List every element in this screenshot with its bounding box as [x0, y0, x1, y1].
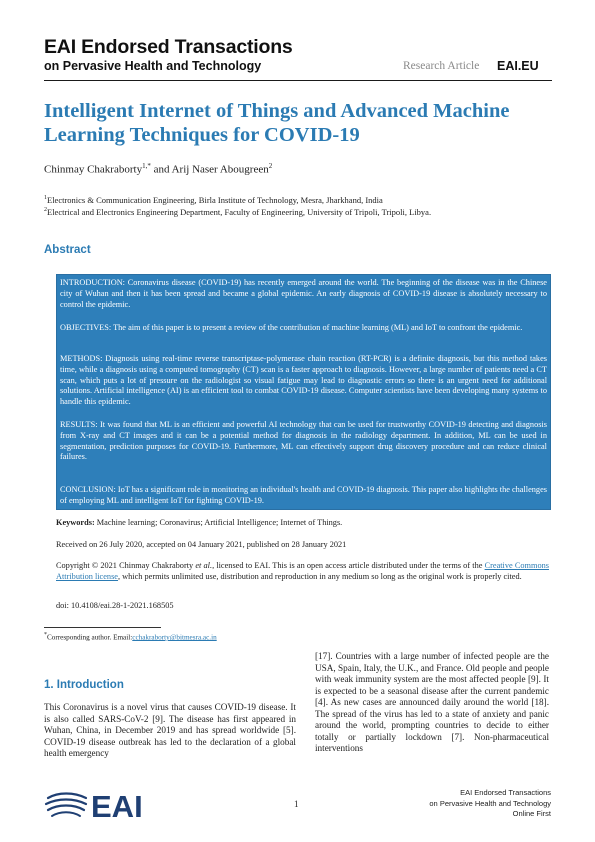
abstract-methods: METHODS: Diagnosis using real-time reverse transcriptase-polymerase chain reaction (RT-PCR) is a definite diagnosis, but this method takes time, while a diagnosis using a computed tomography (CT) scan is a faster approach to diagnosis. However, a large number of patients need a CT scan, which puts a lot of pressure on the radiologist so visual fatigue may lead to diagnostic errors so there is an urgent need for additional solutions. Artificial intelligence (AI) is an efficient tool to combat COVID-19 disease. Computer scientists have been developing many systems to handle this epidemic.: [60, 354, 547, 407]
journal-subtitle: on Pervasive Health and Technology: [44, 59, 262, 73]
abstract-objectives: OBJECTIVES: The aim of this paper is to present a review of the contribution of machine learning (ML) and IoT to confront the epidemic.: [60, 323, 523, 332]
affiliation-1: [44, 195, 383, 205]
copyright-notice: [56, 560, 549, 583]
keywords-label: Keywords:: [56, 518, 95, 527]
keywords: [56, 518, 342, 527]
author-line: [44, 162, 272, 176]
license-link[interactable]: Creative Commons Attribution license: [56, 561, 549, 582]
journal-title: EAI Endorsed Transactions: [44, 36, 293, 58]
footnote-email[interactable]: cchakraborty@bitmesra.ac.in: [132, 633, 217, 642]
footer-line-2: on Pervasive Health and Technology: [429, 798, 551, 808]
page-number: 1: [294, 799, 299, 809]
body-left-column: This Coronavirus is a novel virus that causes COVID-19 disease. It is also called SARS-CoV-2 [9]. The disease has first appeared in Wuhan, China, in December 2019 and has spread worldwide [5]. COVID-19 disease outbreak has led to the declaration of a global health emergency: [44, 702, 296, 758]
abstract-results: RESULTS: It was found that ML is an efficient and powerful AI technology that can be used for trustworthy COVID-19 detecting and diagnosis from X-ray and CT images and it can be a potential method for diagnosis in the radiology department. In addition, ML can be used in segmentation, prediction purposes for COVID-19. Furthermore, ML can effectively support drug discovery procedure and can reduce clinical failures.: [60, 420, 547, 462]
copyright-post: , which permits unlimited use, distribution and reproduction in any medium so long as the original work is properly cited.: [117, 572, 522, 582]
affiliation-2-num: 2: [44, 207, 47, 214]
footnote-text: Corresponding author. Email:: [47, 633, 133, 642]
logo-text: EAI: [91, 789, 143, 822]
author-2-sup: 2: [268, 162, 273, 170]
doi: doi: 10.4108/eai.28-1-2021.168505: [56, 601, 174, 610]
copyright-mid: , licensed to EAI. This is an open access article distributed under the terms of the: [212, 561, 485, 570]
abstract-introduction: INTRODUCTION: Coronavirus disease (COVID-19) has recently emerged around the world. The beginning of the disease was in the Chinese city of Wuhan and then it has been spread and became a global epidemic. An early diagnosis of COVID-19 disease is absolutely necessary to control the epidemic.: [60, 278, 547, 309]
body-right-column: [17]. Countries with a large number of infected people are the USA, Spain, Italy, the U.K., and France. Old people and people with weak immunity system are the most affected people [9]. It is expected to be a seasonal disease after the current pandemic [4]. As new cases are announced daily around the world [18]. The spread of the virus has led to a state of anxiety and panic around the world, prompting countries to decide to either totally or partially lockdown [7]. Non-pharmaceutical interventions: [315, 651, 549, 753]
keywords-list: Machine learning; Coronavirus; Artificial Intelligence; Internet of Things.: [94, 518, 343, 527]
article-type-label: Research Article: [403, 60, 480, 72]
abstract-conclusion: CONCLUSION: IoT has a significant role in monitoring an individual's health and COVID-19 diagnosis. This paper also highlights the challenges of employing ML and intelligent IoT for fighting COVID-19.: [60, 485, 547, 505]
copyright-pre: Copyright © 2021 Chinmay Chakraborty: [56, 561, 196, 570]
author-1-sup: 1,*: [142, 162, 151, 170]
footer-line-1: EAI Endorsed Transactions: [460, 788, 551, 797]
footer-journal: [429, 788, 551, 820]
header-divider: [44, 80, 552, 81]
brand-label: EAI.EU: [497, 59, 539, 73]
footer-line-3: Online First: [512, 809, 551, 818]
paper-title: Intelligent Internet of Things and Advanced Machine Learning Techniques for COVID-19: [44, 100, 510, 146]
affiliation-2: [44, 207, 431, 217]
author-1: Chinmay Chakraborty: [44, 163, 143, 176]
affiliation-1-text: Electronics & Communication Engineering, Birla Institute of Technology, Mesra, Jharkhand, India: [47, 195, 383, 205]
footnote: [44, 632, 217, 641]
received-dates: Received on 26 July 2020, accepted on 04 January 2021, published on 28 January 2021: [56, 540, 347, 549]
copyright-etal: et al.: [195, 561, 213, 570]
abstract-heading: Abstract: [44, 244, 91, 256]
footnote-divider: [44, 627, 161, 628]
section-heading: 1. Introduction: [44, 679, 124, 691]
abstract-box: [56, 274, 551, 510]
footnote-sup: *: [44, 632, 47, 638]
author-2: and Arij Naser Abougreen: [150, 163, 269, 176]
affiliation-1-num: 1: [44, 195, 47, 202]
affiliation-2-text: Electrical and Electronics Engineering Department, Faculty of Engineering, University of Tripoli, Tripoli, Libya.: [47, 207, 432, 217]
eai-logo: [44, 786, 166, 822]
